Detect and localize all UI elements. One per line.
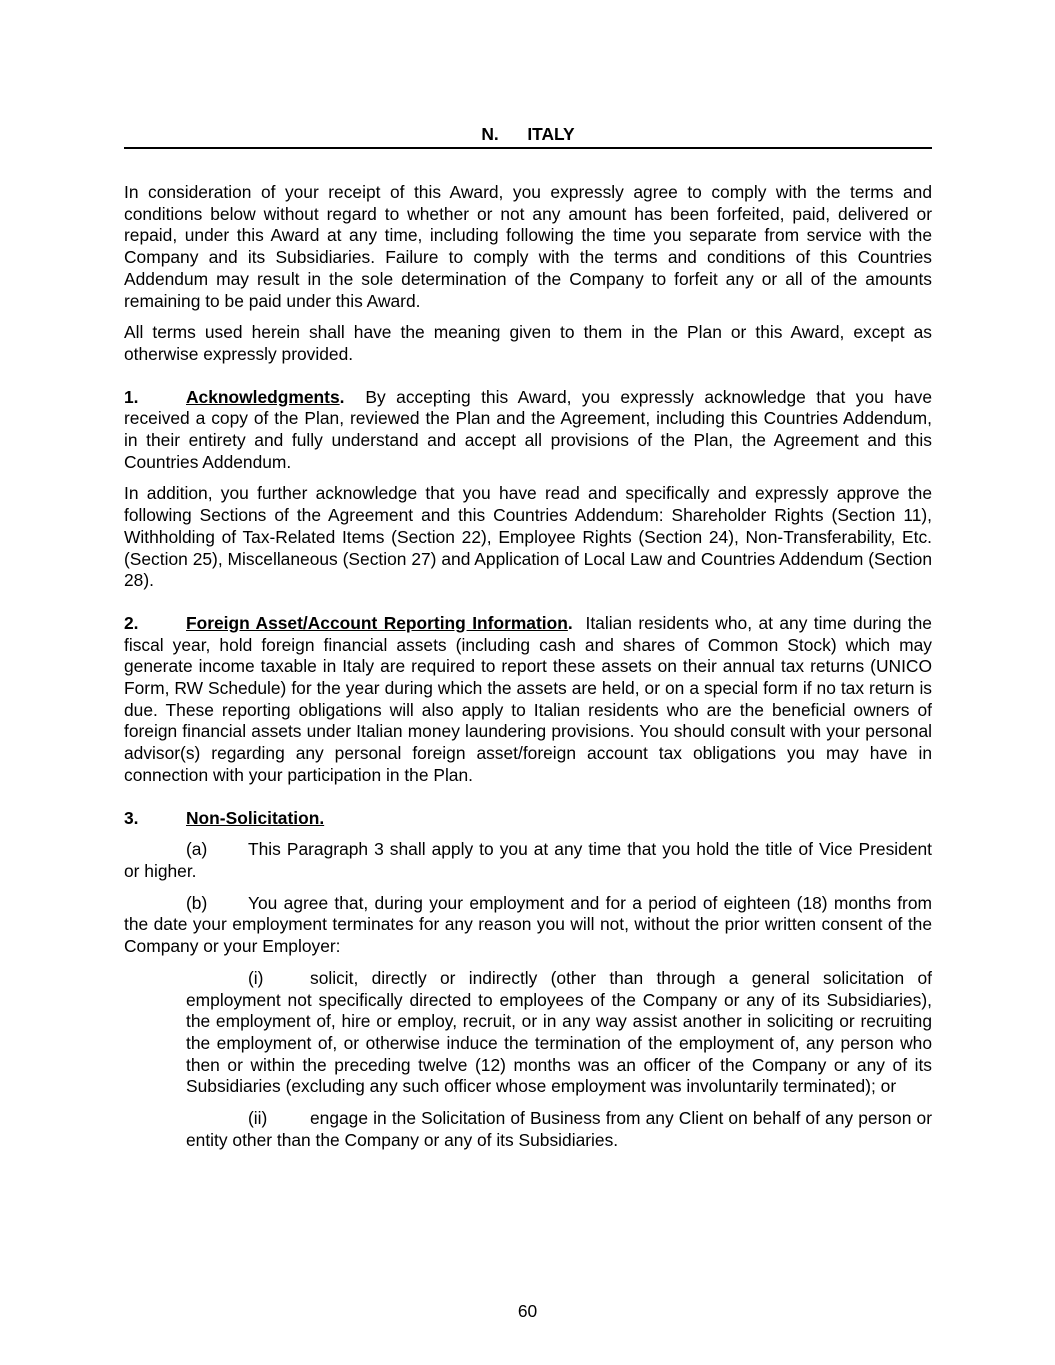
section-3-item-i — [186, 968, 932, 1098]
item-ii-text: engage in the Solicitation of Business from any Client on behalf of any person or entity other than the Company or any of its Subsidiaries. — [186, 1108, 932, 1150]
intro-paragraph-2: All terms used herein shall have the meaning given to them in the Plan or this Award, except as otherwise expressly provided. — [124, 322, 932, 364]
section-1-text: By accepting this Award, you expressly acknowledge that you have received a copy of the Plan, reviewed the Plan and the Agreement, including this Countries Addendum, in their entirety and fully understand and accept all provisions of the Plan, the Agreement and this Countries Addendum. — [124, 386, 932, 472]
section-3-sub-a — [124, 839, 932, 882]
section-1-paragraph: 1. Acknowledgments. By accepting this Award, you expressly acknowledge that you have received a copy of the Plan, reviewed the Plan and the Agreement, including this Countries Addendum, in their entirety and fully understand and accept all provisions of the Plan, the Agreement and this Countries Addendum. — [124, 386, 932, 472]
section-title — [124, 124, 932, 149]
section-2-paragraph: 2. Foreign Asset/Account Reporting Information. Italian residents who, at any time during the fiscal year, hold foreign financial assets (including cash and shares of Common Stock) which may generate income taxable in Italy are required to report these assets on their annual tax returns (UNICO Form, RW Schedule) for the year during which the assets are held, or on a special form if no tax return is due. These reporting obligations will also apply to Italian residents who are the beneficial owners of foreign financial assets under Italian money laundering provisions. You should consult with your personal advisor(s) regarding any personal foreign asset/foreign account tax obligations you may have in connection with your participation in the Plan. — [124, 612, 932, 785]
intro-paragraph-1: In consideration of your receipt of this Award, you expressly agree to comply with the terms and conditions below without regard to whether or not any amount has been forfeited, paid, delivered or repaid, under this Award at any time, including following the time you separate from service with the Company and its Subsidiaries. Failure to comply with the terms and conditions of this Countries Addendum may result in the sole determination of the Company to forfeit any or all of the amounts remaining to be paid under this Award. — [124, 182, 932, 311]
section-1-heading: Acknowledgments — [186, 386, 340, 407]
sub-b-text: You agree that, during your employment and for a period of eighteen (18) months from the date your employment terminates for any reason you will not, without the prior written consent of the Company or your Employer: — [124, 892, 932, 957]
item-ii-label: (ii) — [248, 1108, 268, 1129]
item-i-label: (i) — [248, 967, 264, 988]
section-2-number: 2. — [124, 612, 139, 633]
section-1-extra: In addition, you further acknowledge that you have read and specifically and expressly approve the following Sections of the Agreement and this Countries Addendum: Shareholder Rights (Section 11), Withholding of Tax-Related Items (Section 22), Employee Rights (Section 24), Non-Transferability, Etc. (Section 25), Miscellaneous (Section 27) and Application of Local Law and Countries Addendum (Section 28). — [124, 483, 932, 591]
section-3-heading: Non-Solicitation. — [186, 807, 325, 828]
section-3-number: 3. — [124, 807, 139, 828]
sub-a-text: This Paragraph 3 shall apply to you at any time that you hold the title of Vice President or higher. — [124, 839, 932, 881]
section-country: ITALY — [527, 124, 575, 144]
section-3-sub-b — [124, 893, 932, 958]
item-i-text: solicit, directly or indirectly (other than through a general solicitation of employment not specifically directed to employees of the Company or any of its Subsidiaries), the employment of, hire or employ, recruit, or in any way assist another in soliciting or recruiting the employment of, or otherwise induce the termination of the employment of, any person who then or within the preceding twelve (12) months was an officer of the Company or any of its Subsidiaries (excluding any such officer whose employment was involuntarily terminated); or — [186, 967, 932, 1097]
section-letter: N. — [481, 124, 499, 144]
section-3-heading-line — [124, 808, 932, 830]
section-1-number: 1. — [124, 386, 139, 407]
section-3-item-ii — [186, 1108, 932, 1151]
page-number: 60 — [517, 1301, 538, 1321]
sub-a-label: (a) — [186, 839, 208, 860]
sub-b-label: (b) — [186, 892, 208, 913]
section-2-heading: Foreign Asset/Account Reporting Information — [186, 612, 568, 633]
section-2-text: Italian residents who, at any time during the fiscal year, hold foreign financial assets (including cash and shares of Common Stock) which may generate income taxable in Italy are required to report these assets on their annual tax returns (UNICO Form, RW Schedule) for the year during which the assets are held, or on a special form if no tax return is due. These reporting obligations will also apply to Italian residents who are the beneficial owners of foreign financial assets under Italian money laundering provisions. You should consult with your personal advisor(s) regarding any personal foreign asset/foreign account tax obligations you may have in connection with your participation in the Plan. — [124, 612, 932, 785]
document-page — [124, 124, 932, 1151]
